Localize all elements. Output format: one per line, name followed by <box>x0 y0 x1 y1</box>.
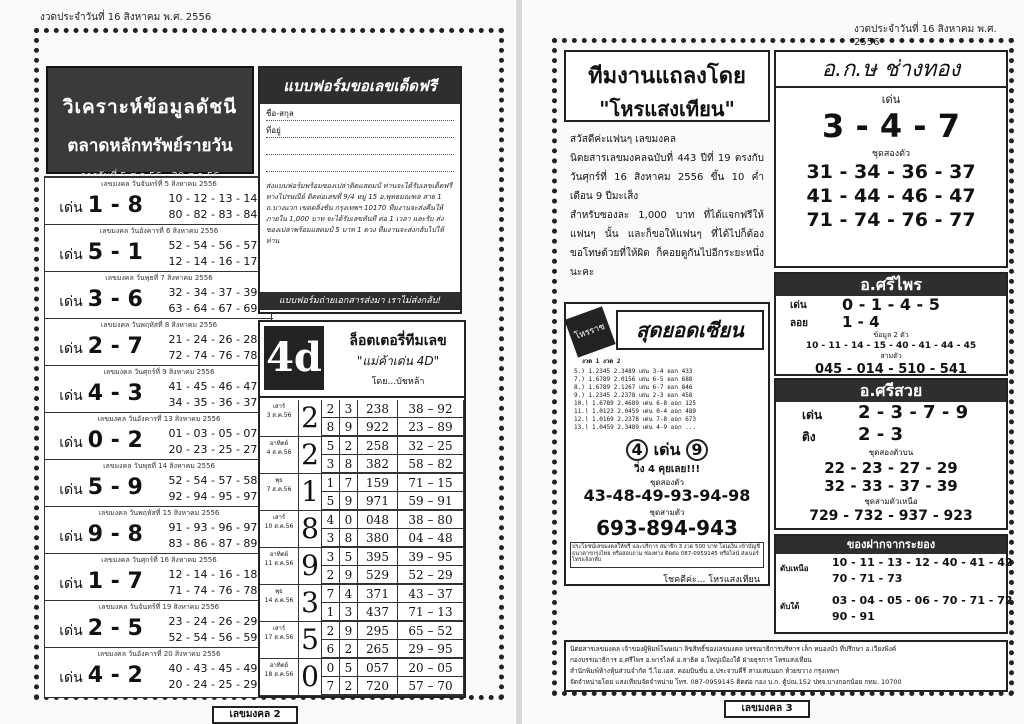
fourd-row-date <box>262 624 296 642</box>
promo-strap: วิ่ง 4 คุยเลย!!! <box>633 464 701 475</box>
analysis-row-pick-value: 4 - 3 <box>87 381 143 406</box>
fourd-row-date <box>262 587 296 605</box>
promo-table-line: 9.) 1.2345 2.2378 เด่น 2-3 ออก 458 <box>574 392 693 399</box>
sriphrai-title: อ.ศรีไพร <box>776 274 1006 296</box>
fourd-cell: 0 <box>322 659 340 677</box>
fourd-cell: 38 – 92 <box>398 400 464 418</box>
analysis-row-pick-value: 2 - 5 <box>87 616 143 641</box>
chang-thong-title: อ.ก.ษ ช่างทอง <box>776 52 1006 88</box>
analysis-row-date: เลขมงคล วันพฤหัสที่ 8 สิงหาคม 2556 <box>100 321 218 329</box>
fourd-cell: 258 <box>358 437 398 455</box>
form-address-field[interactable]: ที่อยู่ <box>266 124 454 138</box>
fourd-cell: 04 – 48 <box>398 529 464 547</box>
sri-suay-three-label: ชุดสามตัวเหนือ <box>864 497 918 506</box>
analysis-row-date: เลขมงคล วันอังคารที่ 6 สิงหาคม 2556 <box>99 227 219 235</box>
sri-suay-pick: 2 - 3 - 7 - 9 <box>858 402 969 423</box>
analysis-row <box>45 177 273 224</box>
analysis-row-pick <box>47 568 155 596</box>
analysis-title-line2: ตลาดหลักทรัพย์รายวัน <box>67 136 233 156</box>
fourd-cell: 238 <box>358 400 398 418</box>
analysis-row-line1: 01 - 03 - 05 - 07 <box>168 427 258 440</box>
analysis-row-line2: 80 - 82 - 83 - 84 <box>168 208 258 221</box>
fourd-cell: 3 <box>340 603 358 621</box>
fourd-row-day: อาทิตย์ <box>269 440 289 447</box>
fourd-cell: 20 – 05 <box>398 659 464 677</box>
analysis-row-line2: 12 - 14 - 16 - 17 <box>168 255 258 268</box>
fourd-cell: 39 – 95 <box>398 548 464 566</box>
fourd-cell: 529 <box>358 566 398 584</box>
analysis-row-pick-word: เด่น <box>59 623 83 639</box>
fourd-cell: 3 <box>322 529 340 547</box>
analysis-row <box>45 647 273 694</box>
fourd-cell: 2 <box>322 400 340 418</box>
fourd-row <box>260 437 464 474</box>
imprint-footer <box>564 640 1008 692</box>
sriphrai-pairs-label: ข้อมูล 2 ตัว <box>873 331 909 339</box>
analysis-row-line1: 23 - 24 - 26 - 29 <box>168 615 258 628</box>
fourd-row-big-digit: 5 <box>298 622 322 658</box>
analysis-row-pick-word: เด่น <box>59 576 83 592</box>
sriphrai-pick: 0 - 1 - 4 - 5 <box>842 295 940 314</box>
team-header <box>564 50 770 122</box>
analysis-row <box>45 600 273 647</box>
analysis-row-line2: 34 - 35 - 36 - 37 <box>168 396 258 409</box>
imprint-line-4: จัดจำหน่ายโดย แสงเทียนจัดจำหน่าย โทร. 087-0959145 ติดต่อ กอง บ.ก. ตู้ปณ.152 ปทจ.บางกอกน้อย กทม. 10700 <box>570 678 902 686</box>
promo-pick-word: เด่น <box>653 440 681 459</box>
promo-table-line: 11.) 1.0123 2.0459 เด่น 0-4 ออก 489 <box>574 408 697 415</box>
analysis-row-pick-word: เด่น <box>59 482 83 498</box>
fourd-cell: 38 – 80 <box>398 511 464 529</box>
left-issue-date: งวดประจำวันที่ 16 สิงหาคม พ.ศ. 2556 <box>40 12 212 23</box>
chang-thong-pairs-2: 41 - 44 - 46 - 47 <box>806 185 976 207</box>
analysis-row-pick-word: เด่น <box>59 435 83 451</box>
fourd-cell: 720 <box>358 677 398 695</box>
fourd-cell: 9 <box>340 566 358 584</box>
fourd-cell: 3 <box>322 548 340 566</box>
analysis-row-pick-value: 1 - 8 <box>87 193 143 218</box>
fourd-cell: 395 <box>358 548 398 566</box>
promo-side-tag: โหรราช <box>564 306 615 357</box>
analysis-row-pick-value: 9 - 8 <box>87 522 143 547</box>
analysis-row-date: เลขมงคล วันจันทร์ที่ 5 สิงหาคม 2556 <box>101 180 217 188</box>
fourd-row-date-value: 14 ส.ค.56 <box>264 597 294 604</box>
fourd-row <box>260 474 464 511</box>
analysis-row-pick <box>47 192 155 220</box>
analysis-row-pick-value: 1 - 7 <box>87 569 143 594</box>
analysis-row-date: เลขมงคล วันพุธที่ 14 สิงหาคม 2556 <box>103 462 215 470</box>
promo-panel <box>564 302 770 586</box>
promo-fine-print: ประโยชน์เลขมงคลให้ฟรี และบริการ สมาชิก 3 งวด 500 บาท โอนเงิน เข้าบัญชีธนาคารกรุงไทย หรือสอบถาม ช่องทาง ติดต่อ 087-0959145 หรือไลน์ ส่งเบอร์โทรแจ้งกลับ <box>570 542 764 568</box>
gift-bottom-label: ดับใต้ <box>780 602 800 611</box>
analysis-row-date: เลขมงคล วันพุธที่ 7 สิงหาคม 2556 <box>105 274 213 282</box>
fourd-cell: 5 <box>322 437 340 455</box>
fourd-cell: 2 <box>322 566 340 584</box>
promo-banner: สุดยอดเซียน <box>616 310 764 350</box>
promo-table-line: 12.) 1.0169 2.2378 เด่น 7-8 ออก 673 <box>574 416 697 423</box>
analysis-row-date: เลขมงคล วันอังคารที่ 13 สิงหาคม 2556 <box>97 415 221 423</box>
analysis-row-pick-word: เด่น <box>59 529 83 545</box>
imprint-line-2: กองบรรณาธิการ อ.ศรีไพร อ.พารไลค์ อ.สาธิต อ.ใหญ่เมืองใต้ ฝ่ายธุรการ โหรแสงเทียน <box>570 656 812 664</box>
form-blank-line[interactable] <box>266 158 454 172</box>
promo-table <box>574 368 768 434</box>
sriphrai-pairs: 10 - 11 - 14 - 15 - 40 - 41 - 44 - 45 <box>805 341 977 351</box>
fourd-row-day: พุธ <box>275 588 283 595</box>
chang-thong-pairs-1: 31 - 34 - 36 - 37 <box>806 161 976 183</box>
team-notice: สำหรับซองละ 1,000 บาท ที่ได้แจกฟรีให้แฟนๆ นั้น และก็ขอให้แฟนๆ ที่ได้ไปก็ต้องขอโทษด้วยที่ให้ผิด ก็คอยดูกันไปอีกระยะหนึ่งนะคะ <box>570 210 764 278</box>
analysis-row-line1: 41 - 45 - 46 - 47 <box>168 380 258 393</box>
analysis-row-pick <box>47 427 155 455</box>
team-title-line1: ทีมงานแถลงโดย <box>588 64 746 89</box>
analysis-row-pick <box>47 286 155 314</box>
fourd-cell: 8 <box>340 529 358 547</box>
analysis-row-line1: 91 - 93 - 96 - 97 <box>168 521 258 534</box>
analysis-row <box>45 459 273 506</box>
book-spine <box>516 0 522 724</box>
promo-pick <box>566 438 768 463</box>
fourd-cell: 4 <box>322 511 340 529</box>
fourd-cell: 9 <box>340 622 358 640</box>
form-instructions: ส่งแบบฟอร์มพร้อมซองเปล่าติดแสตมป์ ท่านจะได้รับเลขเด็ดฟรีทางไปรษณีย์ ติดต่อเลขที่ 9/4 หมู่ 15 อ.พุทธมณฑล สาย 1 ถ.บางแวก เขตตลิ่งชัน กรุงเทพฯ 10170 ทีมงานจะส่งคืนให้ภายใน 1,000 บาท จะได้รับเลขทันที ต่อ 1 เวลา และรับ ส่งซองเปล่าพร้อมแสตมป์ 5 บาท 1 ดวง ทีมงานจะส่งกลับไปให้ท่าน <box>266 182 453 245</box>
fourd-cell: 922 <box>358 418 398 436</box>
promo-two-digit-label: ชุดสองตัว <box>650 478 684 487</box>
analysis-row-pick-value: 5 - 9 <box>87 475 143 500</box>
fourd-row-date <box>262 550 296 568</box>
gift-bottom-row <box>776 592 1013 630</box>
analysis-row <box>45 318 273 365</box>
fourd-cell: 71 – 13 <box>398 603 464 621</box>
analysis-row-pick <box>47 662 155 690</box>
analysis-row-pick-value: 0 - 2 <box>87 428 143 453</box>
analysis-row <box>45 412 273 459</box>
fourd-cell: 2 <box>322 622 340 640</box>
fourd-cell: 57 – 70 <box>398 677 464 695</box>
analysis-row <box>45 506 273 553</box>
fourd-cell: 1 <box>322 603 340 621</box>
fourd-cell: 52 – 29 <box>398 566 464 584</box>
fourd-cell: 3 <box>322 455 340 473</box>
chang-thong-panel <box>774 50 1008 268</box>
analysis-row-date: เลขมงคล วันพฤหัสที่ 15 สิงหาคม 2556 <box>98 509 220 517</box>
team-greeting: สวัสดีค่ะแฟนๆ เลขมงคล <box>570 134 676 145</box>
fourd-cell: 2 <box>340 677 358 695</box>
analysis-row-pick-value: 2 - 7 <box>87 334 143 359</box>
analysis-row-line2: 20 - 23 - 25 - 27 <box>168 443 258 456</box>
fourd-cell: 057 <box>358 659 398 677</box>
analysis-table <box>44 176 272 698</box>
promo-three-digit-label: ชุดสามตัว <box>649 508 685 517</box>
fourd-header <box>260 322 464 398</box>
fourd-cell: 2 <box>340 640 358 658</box>
team-message <box>564 124 770 300</box>
fourd-cell: 380 <box>358 529 398 547</box>
gift-top-label: ดับเหนือ <box>780 564 809 573</box>
form-blank-line[interactable] <box>266 141 454 155</box>
analysis-row-pick-value: 3 - 6 <box>87 287 143 312</box>
analysis-row-pick-word: เด่น <box>59 294 83 310</box>
sri-suay-pairs-2: 32 - 33 - 37 - 39 <box>824 477 958 495</box>
fourd-cell: 43 – 37 <box>398 585 464 603</box>
fourd-row-day: เสาร์ <box>272 514 286 521</box>
promo-table-line: 13.) 1.0459 2.3489 เด่น 4-9 ออก ... <box>574 424 697 431</box>
promo-table-header: งวด 1 งวด 2 <box>582 358 621 365</box>
fourd-row <box>260 548 464 585</box>
analysis-row-pick-word: เด่น <box>59 247 83 263</box>
analysis-row-pick <box>47 333 155 361</box>
fourd-subtitle: "แม่ค้าเด่น 4D" <box>356 354 440 368</box>
promo-table-line: 10.) 1.6789 2.4689 เด่น 6-8 ออก 125 <box>574 400 697 407</box>
analysis-row-line2: 71 - 74 - 76 - 78 <box>168 584 258 597</box>
analysis-row-date: เลขมงคล วันศุกร์ที่ 16 สิงหาคม 2556 <box>101 556 217 564</box>
fourd-row-day: อาทิตย์ <box>269 662 289 669</box>
analysis-row-pick-value: 5 - 1 <box>87 240 143 265</box>
fourd-cell: 265 <box>358 640 398 658</box>
right-issue-date: งวดประจำวันที่ 16 สิงหาคม พ.ศ. 2556 <box>854 24 997 48</box>
analysis-row-line2: 52 - 54 - 56 - 59 <box>168 631 258 644</box>
analysis-row-line1: 52 - 54 - 56 - 57 <box>168 239 258 252</box>
team-issue-info: นิตยสารเลขมงคลฉบับที่ 443 ปีที่ 19 ตรงกับวันศุกร์ที่ 16 สิงหาคม 2556 ขึ้น 10 ค่ำ เดือน 9 ปีมะเส็ง <box>570 153 764 202</box>
gift-bottom-values-2: 90 - 91 <box>832 610 875 623</box>
analysis-row-pick <box>47 474 155 502</box>
sri-suay-pick-row <box>776 402 1006 424</box>
sriphrai-float: 1 - 4 <box>842 313 880 331</box>
fourd-cell: 59 – 91 <box>398 492 464 510</box>
fourd-cell: 371 <box>358 585 398 603</box>
fourd-row-date-value: 18 ส.ค.56 <box>264 671 294 678</box>
fourd-cell: 58 – 82 <box>398 455 464 473</box>
sriphrai-three-label: สามตัว <box>880 352 902 360</box>
fourd-row-date <box>262 402 296 420</box>
form-name-field[interactable]: ชื่อ-สกุล <box>266 107 454 121</box>
analysis-row <box>45 553 273 600</box>
fourd-row <box>260 400 464 437</box>
analysis-row <box>45 365 273 412</box>
analysis-row <box>45 271 273 318</box>
analysis-row-date: เลขมงคล วันจันทร์ที่ 19 สิงหาคม 2556 <box>98 603 220 611</box>
sri-suay-three: 729 - 732 - 937 - 923 <box>809 508 973 524</box>
promo-circle-left: 4 <box>626 439 648 461</box>
free-number-form <box>258 66 462 314</box>
fourd-cell: 9 <box>340 492 358 510</box>
fourd-cell: 9 <box>340 418 358 436</box>
fourd-cell: 7 <box>340 474 358 492</box>
analysis-row-date: เลขมงคล วันอังคารที่ 20 สิงหาคม 2556 <box>97 650 221 658</box>
promo-greeting: โชคดีค่ะ... โหรแสงเทียน <box>663 575 760 585</box>
analysis-row-line2: 72 - 74 - 76 - 78 <box>168 349 258 362</box>
sri-suay-tie: 2 - 3 <box>858 424 904 445</box>
fourd-row-date-value: 7 ส.ค.56 <box>266 486 292 493</box>
analysis-row-line1: 52 - 54 - 57 - 58 <box>168 474 258 487</box>
fourd-cell: 5 <box>340 659 358 677</box>
fourd-cell: 71 – 15 <box>398 474 464 492</box>
analysis-row-pick-word: เด่น <box>59 388 83 404</box>
right-page <box>524 0 1024 724</box>
analysis-row-line2: 83 - 86 - 87 - 89 <box>168 537 258 550</box>
fourd-row <box>260 511 464 548</box>
fourd-row <box>260 585 464 622</box>
fourd-row-date-value: 11 ส.ค.56 <box>264 560 294 567</box>
fourd-row-date-value: 17 ส.ค.56 <box>264 634 294 641</box>
sri-suay-pick-word: เด่น <box>802 408 823 422</box>
fourd-title: ล็อตเตอรี่ทีมเลข <box>349 333 447 349</box>
analysis-row <box>45 224 273 271</box>
promo-table-line: 7.) 1.6789 2.0156 เด่น 6-5 ออก 688 <box>574 376 693 383</box>
fourd-cell: 6 <box>322 640 340 658</box>
analysis-row-line2: 92 - 94 - 95 - 97 <box>168 490 258 503</box>
analysis-row-pick <box>47 521 155 549</box>
fourd-row-big-digit: 1 <box>298 474 322 510</box>
analysis-row-pick-word: เด่น <box>59 670 83 686</box>
fourd-row-date <box>262 661 296 679</box>
sriphrai-panel <box>774 272 1008 376</box>
sriphrai-three: 045 - 014 - 510 - 541 <box>815 362 967 377</box>
fourd-cell: 382 <box>358 455 398 473</box>
chang-thong-pairs-label: ชุดสองตัว <box>871 149 911 159</box>
fourd-cell: 1 <box>322 474 340 492</box>
fourd-cell: 8 <box>340 455 358 473</box>
fourd-row-date <box>262 439 296 457</box>
promo-table-line: 8.) 1.6789 2.1267 เด่น 6-7 ออก 846 <box>574 384 693 391</box>
sri-suay-pairs-label: ชุดสองตัวบน <box>868 448 914 457</box>
sriphrai-float-word: ลอย <box>790 318 808 329</box>
sriphrai-pick-word: เด่น <box>790 300 807 311</box>
fourd-byline: โดย...บัชหล้า <box>371 377 425 387</box>
chang-thong-pairs-3: 71 - 74 - 76 - 77 <box>806 209 976 231</box>
gift-title: ของฝากจากระยอง <box>776 536 1006 554</box>
fourd-cell: 32 – 25 <box>398 437 464 455</box>
fourd-cell: 971 <box>358 492 398 510</box>
fourd-row-big-digit: 8 <box>298 511 322 547</box>
fourd-row <box>260 622 464 659</box>
fourd-cell: 437 <box>358 603 398 621</box>
sri-suay-tie-word: ติง <box>802 430 816 444</box>
promo-circle-right: 9 <box>686 439 708 461</box>
fourd-row-big-digit: 0 <box>298 659 322 695</box>
gift-bottom-values-1: 03 - 04 - 05 - 06 - 70 - 71 - 72 <box>832 594 1013 607</box>
fourd-row-day: อาทิตย์ <box>269 551 289 558</box>
fourd-row-day: พุธ <box>275 477 283 484</box>
promo-table-line: 5.) 1.2345 2.3489 เด่น 3-4 ออก 433 <box>574 368 693 375</box>
imprint-line-1: นิตยสารเลขมงคล เจ้าของผู้พิมพ์โฆษณา ลิขสิทธิ์ของเลขมงคล บรรณาธิการบริหาร เล็ก หนองบัว ที่ปรึกษา อ.เวียงพิงค์ <box>570 645 897 653</box>
gift-top-values-2: 70 - 71 - 73 <box>832 572 903 585</box>
analysis-row-line1: 40 - 43 - 45 - 49 <box>168 662 258 675</box>
fourd-cell: 5 <box>340 548 358 566</box>
chang-thong-pick-word: เด่น <box>881 93 901 106</box>
analysis-header <box>46 66 254 174</box>
fourd-row-big-digit: 3 <box>298 585 322 621</box>
sriphrai-pick-row <box>776 296 1006 314</box>
team-title-line2: "โหรแสงเทียน" <box>599 97 735 121</box>
chang-thong-pick: 3 - 4 - 7 <box>822 107 960 145</box>
analysis-row-line1: 21 - 24 - 26 - 28 <box>168 333 258 346</box>
sri-suay-pairs-1: 22 - 23 - 27 - 29 <box>824 459 958 477</box>
fourd-cell: 048 <box>358 511 398 529</box>
sri-suay-title: อ.ศรีสวย <box>776 380 1006 402</box>
fourd-row-day: เสาร์ <box>272 403 286 410</box>
fourd-row-date <box>262 513 296 531</box>
analysis-row-date: เลขมงคล วันศุกร์ที่ 9 สิงหาคม 2556 <box>103 368 215 376</box>
sri-suay-panel <box>774 378 1008 530</box>
fourd-cell: 23 – 89 <box>398 418 464 436</box>
fourd-cell: 3 <box>340 400 358 418</box>
analysis-row-line2: 63 - 64 - 67 - 69 <box>168 302 258 315</box>
analysis-row-pick <box>47 239 155 267</box>
analysis-row-pick-value: 4 - 2 <box>87 663 143 688</box>
fourd-cell: 5 <box>322 492 340 510</box>
analysis-row-line1: 32 - 34 - 37 - 39 <box>168 286 258 299</box>
fourd-grid <box>260 400 464 696</box>
analysis-row-line1: 10 - 12 - 13 - 14 <box>168 192 258 205</box>
fourd-row-big-digit: 2 <box>298 437 322 473</box>
fourd-cell: 4 <box>340 585 358 603</box>
fourd-row <box>260 659 464 696</box>
fourd-row-day: เสาร์ <box>272 625 286 632</box>
fourd-cell: 7 <box>322 677 340 695</box>
form-footer: แบบฟอร์มถ่ายเอกสารส่งมา เราไม่ส่งกลับ! <box>260 292 460 310</box>
gift-panel <box>774 534 1013 634</box>
promo-three-digit: 693-894-943 <box>596 516 738 540</box>
fourd-row-big-digit: 9 <box>298 548 322 584</box>
analysis-row-pick <box>47 615 155 643</box>
fourd-row-date-value: 3 ส.ค.56 <box>266 412 292 419</box>
fourd-row-date-value: 4 ส.ค.56 <box>266 449 292 456</box>
analysis-row-line2: 20 - 24 - 25 - 29 <box>168 678 258 691</box>
form-title: แบบฟอร์มขอเลขเด็ดฟรี <box>260 68 460 104</box>
analysis-row-pick <box>47 380 155 408</box>
sri-suay-tie-row <box>776 424 1006 446</box>
gift-top-values-1: 10 - 11 - 13 - 12 - 40 - 41 - 42 <box>832 556 1013 569</box>
sriphrai-float-row <box>776 314 1006 330</box>
fourd-cell: 7 <box>322 585 340 603</box>
right-page-number: เลขมงคล 3 <box>724 700 810 718</box>
fourd-cell: 0 <box>340 511 358 529</box>
fourd-cell: 29 – 95 <box>398 640 464 658</box>
gift-top-row <box>776 554 1013 592</box>
promo-two-digit: 43-48-49-93-94-98 <box>583 486 751 505</box>
fourd-badge: 4d <box>264 326 324 390</box>
analysis-row-line1: 12 - 14 - 16 - 18 <box>168 568 258 581</box>
fourd-row-big-digit: 2 <box>298 400 322 436</box>
left-page-number: เลขมงคล 2 <box>212 706 298 724</box>
fourd-row-date <box>262 476 296 494</box>
analysis-row-pick-word: เด่น <box>59 200 83 216</box>
analysis-row-pick-word: เด่น <box>59 341 83 357</box>
analysis-title-line1: วิเคราะห์ข้อมูลดัชนี <box>62 96 238 118</box>
fourd-row-date-value: 10 ส.ค.56 <box>264 523 294 530</box>
fourd-cell: 295 <box>358 622 398 640</box>
fourd-cell: 2 <box>340 437 358 455</box>
fourd-cell: 8 <box>322 418 340 436</box>
fourd-cell: 65 – 52 <box>398 622 464 640</box>
imprint-line-3: สำนักพิมพ์ห้างหุ้นส่วนจำกัด วี.ไอ.เอส. คอมบินชั่น อ.ประจวบคีรี สามเสนนอก ห้วยขวาง กรุงเทพฯ <box>570 667 839 675</box>
fourd-cell: 159 <box>358 474 398 492</box>
fourd-panel <box>258 320 466 698</box>
